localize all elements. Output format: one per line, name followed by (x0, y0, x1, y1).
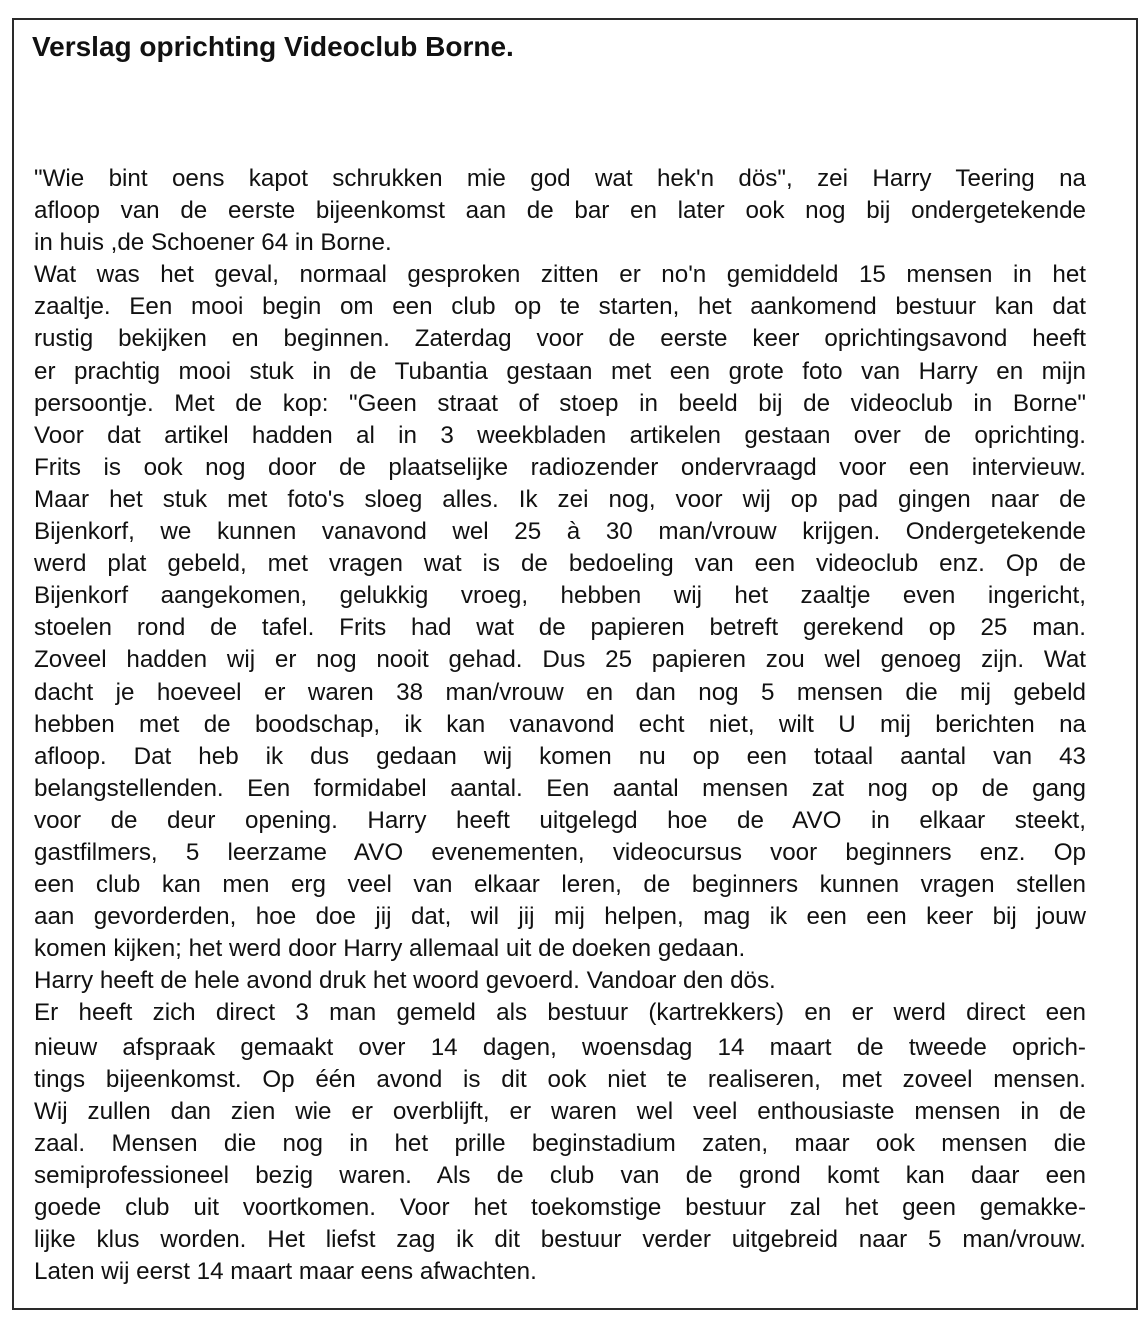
text-line: "Wie bint oens kapot schrukken mie god wat hek'n dös", zei Harry Teering na (34, 165, 1086, 192)
text-line: hebben met de boodschap, ik kan vanavond echt niet, wilt U mij berichten na (34, 710, 1086, 738)
text-line: gastfilmers, 5 leerzame AVO evenementen, videocursus voor beginners enz. Op (34, 838, 1086, 866)
text-line: persoontje. Met de kop: "Geen straat of stoep in beeld bij de videoclub in Borne" (34, 389, 1086, 417)
document-title: Verslag oprichting Videoclub Borne. (32, 31, 514, 62)
text-line: Laten wij eerst 14 maart maar eens afwachten. (34, 1258, 537, 1286)
text-line: Bijenkorf, we kunnen vanavond wel 25 à 30 man/vrouw krijgen. Ondergetekende (34, 518, 1086, 546)
text-line: Er heeft zich direct 3 man gemeld als bestuur (kartrekkers) en er werd direct een (34, 999, 1086, 1027)
text-line: dacht je hoeveel er waren 38 man/vrouw en dan nog 5 mensen die mij gebeld (34, 678, 1086, 706)
text-line: belangstellenden. Een formidabel aantal. Een aantal mensen zat nog op de gang (34, 774, 1086, 802)
text-line: zaal. Mensen die nog in het prille beginstadium zaten, maar ook mensen die (34, 1129, 1086, 1157)
text-line: er prachtig mooi stuk in de Tubantia gestaan met een grote foto van Harry en mijn (34, 357, 1086, 385)
text-line: afloop van de eerste bijeenkomst aan de bar en later ook nog bij ondergetekende (34, 197, 1086, 225)
text-line: in huis ,de Schoener 64 in Borne. (34, 229, 392, 257)
text-line: een club kan men erg veel van elkaar leren, de beginners kunnen vragen stellen (34, 871, 1086, 899)
text-line: Voor dat artikel hadden al in 3 weekbladen artikelen gestaan over de oprichting. (34, 421, 1086, 449)
text-line: Wij zullen dan zien wie er overblijft, er waren wel veel enthousiaste mensen in de (34, 1097, 1086, 1125)
text-line: Wat was het geval, normaal gesproken zitten er no'n gemiddeld 15 mensen in het (34, 261, 1086, 289)
text-line: tings bijeenkomst. Op één avond is dit ook niet te realiseren, met zoveel mensen. (34, 1065, 1086, 1093)
text-line: komen kijken; het werd door Harry allemaal uit de doeken gedaan. (34, 935, 746, 963)
text-line: Harry heeft de hele avond druk het woord gevoerd. Vandoar den dös. (34, 967, 776, 995)
text-line: Zoveel hadden wij er nog nooit gehad. Dus 25 papieren zou wel genoeg zijn. Wat (34, 646, 1086, 674)
article-body (34, 163, 1086, 1288)
text-line: Frits is ook nog door de plaatselijke radiozender ondervraagd voor een intervieuw. (34, 453, 1086, 481)
text-line: werd plat gebeld, met vragen wat is de bedoeling van een videoclub enz. Op de (34, 550, 1086, 578)
text-line: aan gevorderden, hoe doe jij dat, wil jij mij helpen, mag ik een een keer bij jouw (34, 903, 1086, 931)
text-line: afloop. Dat heb ik dus gedaan wij komen nu op een totaal aantal van 43 (34, 742, 1086, 770)
text-line: voor de deur opening. Harry heeft uitgelegd hoe de AVO in elkaar steekt, (34, 806, 1086, 834)
text-line: Bijenkorf aangekomen, gelukkig vroeg, hebben wij het zaaltje even ingericht, (34, 582, 1086, 610)
text-line: rustig bekijken en beginnen. Zaterdag voor de eerste keer oprichtingsavond heeft (34, 325, 1086, 353)
text-line: semiprofessioneel bezig waren. Als de club van de grond komt kan daar een (34, 1161, 1086, 1189)
text-line: stoelen rond de tafel. Frits had wat de papieren betreft gerekend op 25 man. (34, 614, 1086, 642)
text-line: Maar het stuk met foto's sloeg alles. Ik zei nog, voor wij op pad gingen naar de (34, 485, 1086, 513)
text-line: nieuw afspraak gemaakt over 14 dagen, woensdag 14 maart de tweede oprich- (34, 1033, 1086, 1061)
text-line: zaaltje. Een mooi begin om een club op te starten, het aankomend bestuur kan dat (34, 293, 1086, 321)
text-line: lijke klus worden. Het liefst zag ik dit bestuur verder uitgebreid naar 5 man/vrouw. (34, 1226, 1086, 1254)
text-line: goede club uit voortkomen. Voor het toekomstige bestuur zal het geen gemakke- (34, 1194, 1086, 1221)
